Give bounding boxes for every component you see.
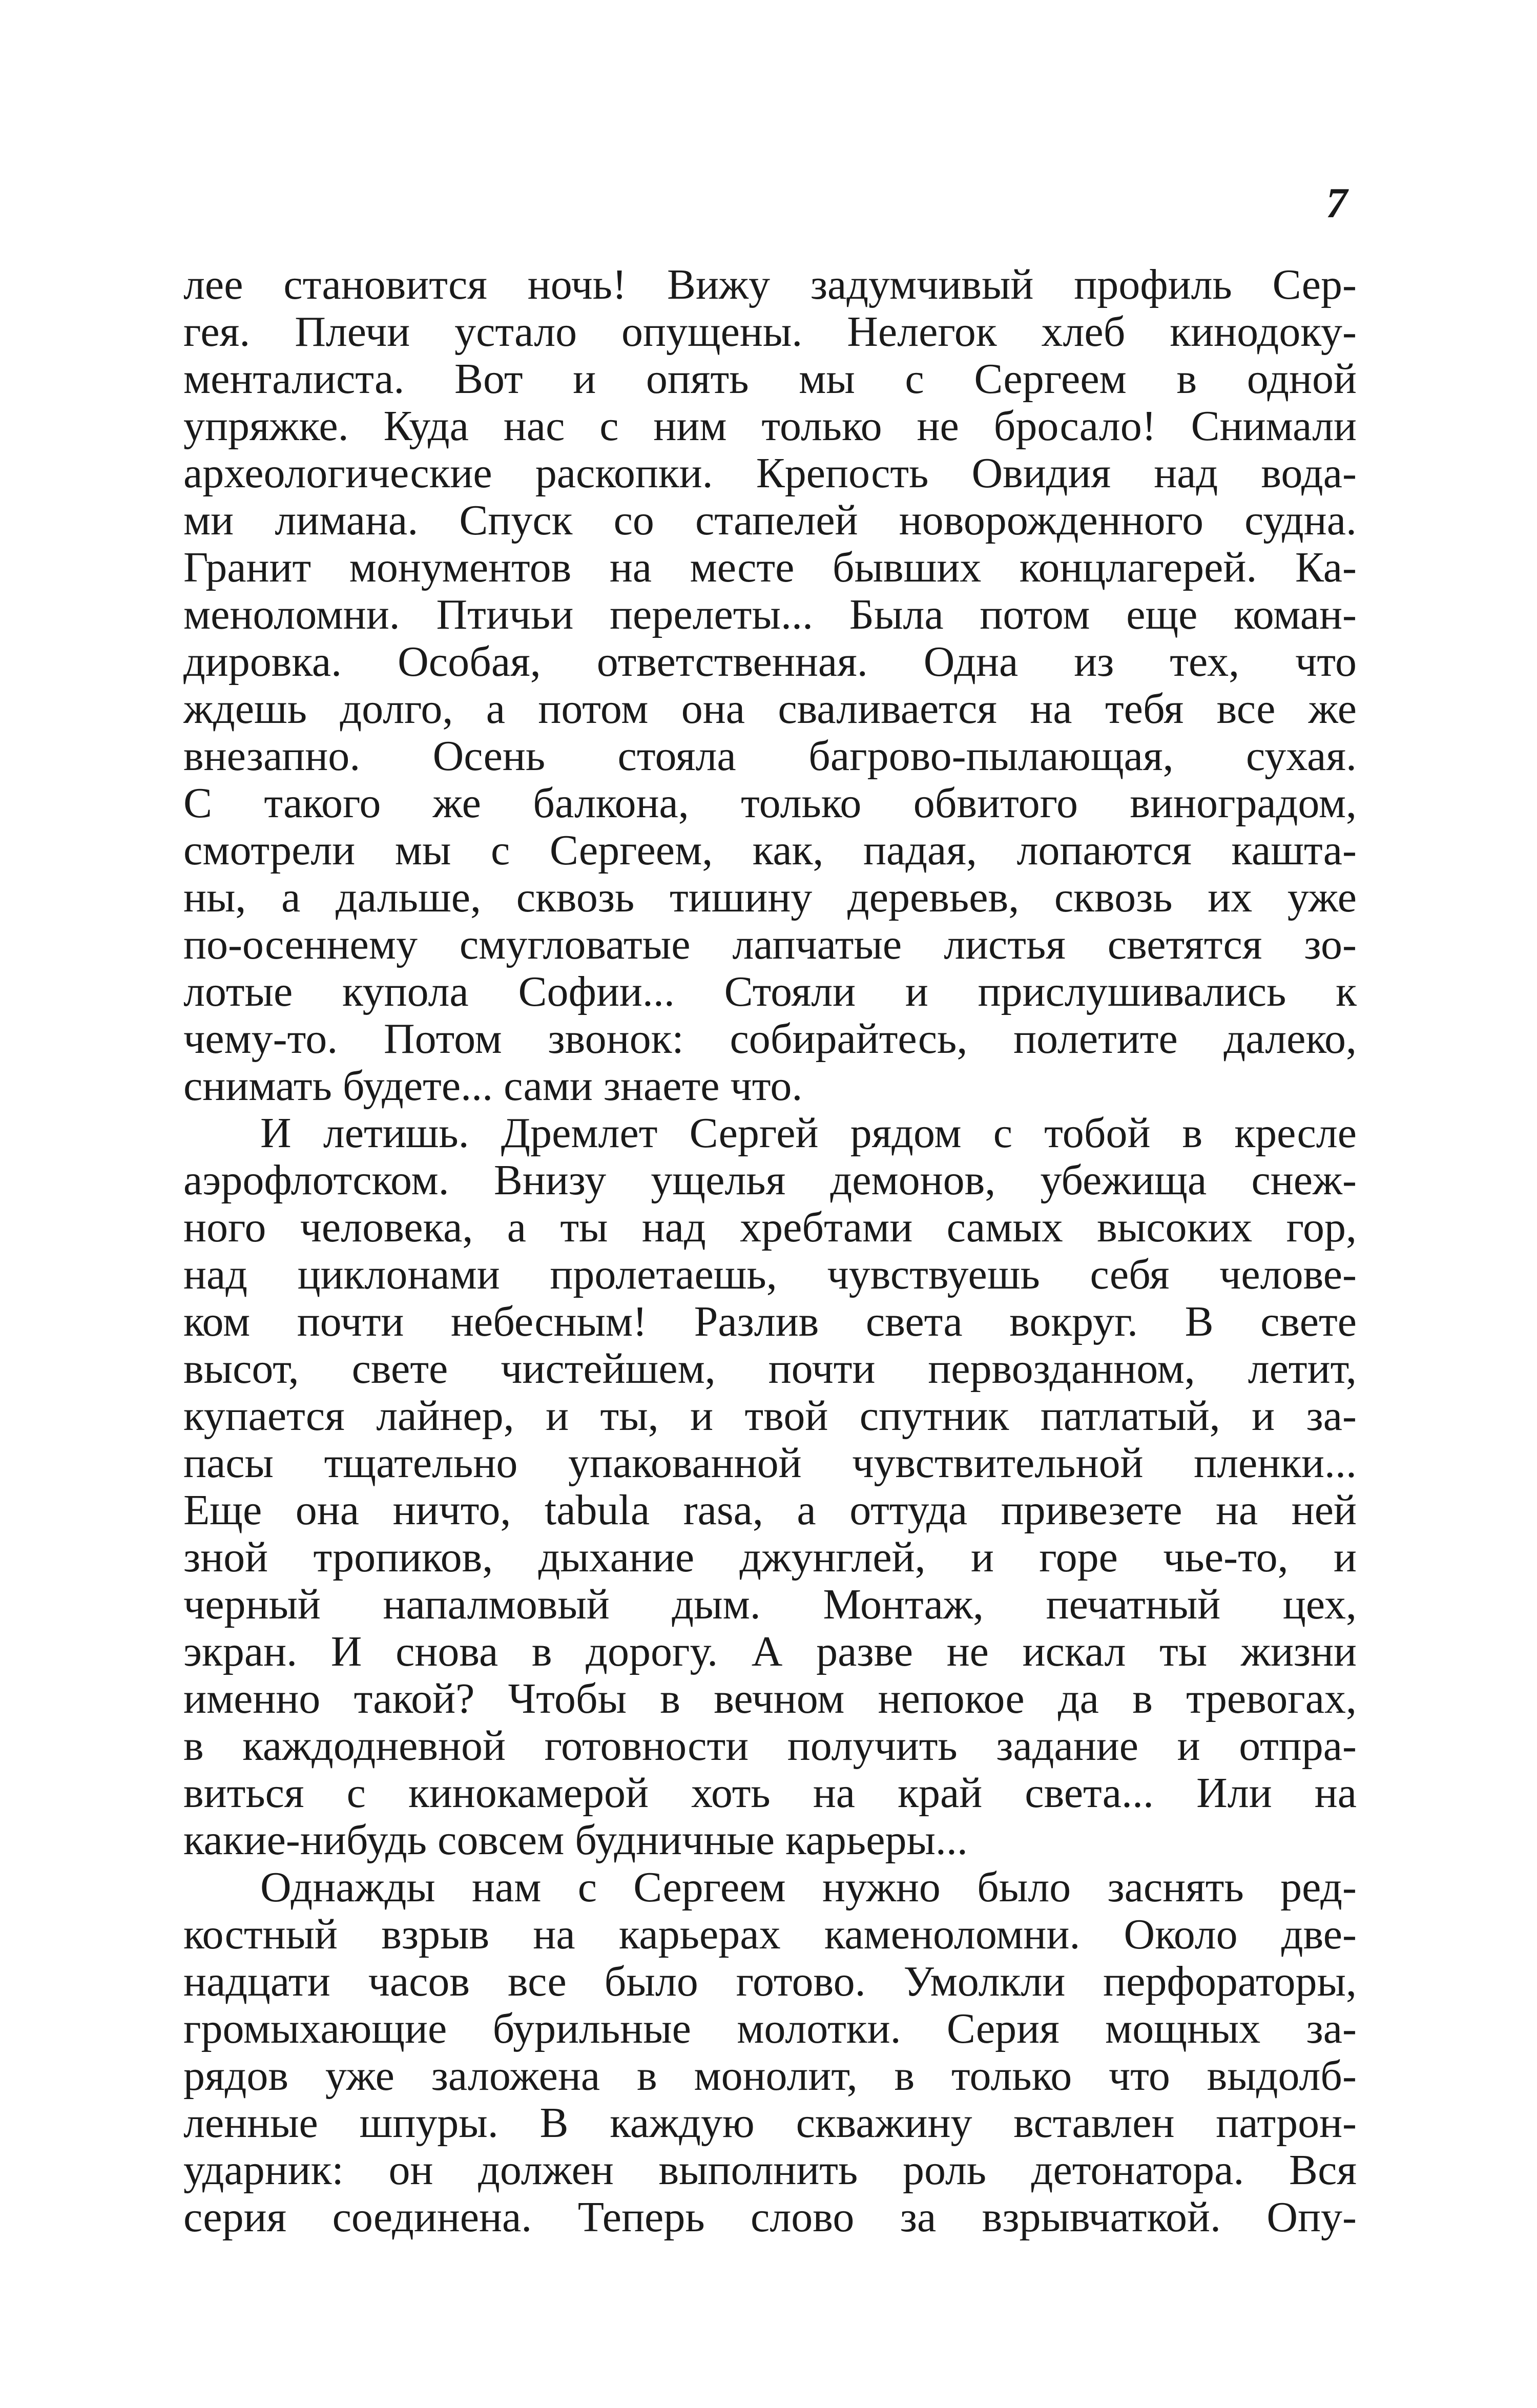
text-line: ного человека, а ты над хребтами самых высоких гор,	[183, 1204, 1357, 1251]
paragraph	[183, 261, 1357, 1110]
text-line: внезапно. Осень стояла багрово-пылающая, сухая.	[183, 733, 1357, 780]
text-line: аэрофлотском. Внизу ущелья демонов, убежища снеж-	[183, 1157, 1357, 1204]
text-line: ком почти небесным! Разлив света вокруг. В свете	[183, 1298, 1357, 1345]
text-line: серия соединена. Теперь слово за взрывчаткой. Опу-	[183, 2194, 1357, 2241]
page-number: 7	[1326, 179, 1347, 227]
text-line: лотые купола Софии... Стояли и прислушивались к	[183, 968, 1357, 1015]
text-line: И летишь. Дремлет Сергей рядом с тобой в кресле	[260, 1110, 1357, 1157]
text-line: снимать будете... сами знаете что.	[183, 1063, 803, 1110]
text-line: рядов уже заложена в монолит, в только что выдолб-	[183, 2052, 1357, 2100]
text-line: менталиста. Вот и опять мы с Сергеем в одной	[183, 356, 1357, 403]
text-line: пасы тщательно упакованной чувствительной пленки...	[183, 1440, 1357, 1487]
text-line: купается лайнер, и ты, и твой спутник патлатый, и за-	[183, 1393, 1357, 1440]
text-line: зной тропиков, дыхание джунглей, и горе чье-то, и	[183, 1534, 1357, 1581]
paragraph	[183, 1864, 1357, 2241]
paragraph	[183, 1110, 1357, 1864]
text-line: ми лимана. Спуск со стапелей новорожденного судна.	[183, 497, 1357, 544]
text-line: высот, свете чистейшем, почти первозданном, летит,	[183, 1345, 1357, 1393]
text-line: именно такой? Чтобы в вечном непокое да в тревогах,	[183, 1675, 1357, 1722]
text-line: упряжке. Куда нас с ним только не бросало! Снимали	[183, 403, 1357, 450]
text-line: в каждодневной готовности получить задание и отпра-	[183, 1722, 1357, 1770]
text-line: меноломни. Птичьи перелеты... Была потом еще коман-	[183, 591, 1357, 638]
text-line: надцати часов все было готово. Умолкли перфораторы,	[183, 1958, 1357, 2005]
text-line: смотрели мы с Сергеем, как, падая, лопаются кашта-	[183, 827, 1357, 874]
text-line: ны, а дальше, сквозь тишину деревьев, сквозь их уже	[183, 874, 1357, 921]
text-line: ленные шпуры. В каждую скважину вставлен патрон-	[183, 2100, 1357, 2147]
text-line: ждешь долго, а потом она сваливается на тебя все же	[183, 686, 1357, 733]
text-line: экран. И снова в дорогу. А разве не искал ты жизни	[183, 1628, 1357, 1675]
text-line: гея. Плечи устало опущены. Нелегок хлеб кинодоку-	[183, 308, 1357, 356]
text-line: археологические раскопки. Крепость Овидия над вода-	[183, 450, 1357, 497]
text-line: виться с кинокамерой хоть на край света... Или на	[183, 1770, 1357, 1817]
text-line: лее становится ночь! Вижу задумчивый профиль Сер-	[183, 261, 1357, 308]
text-line: над циклонами пролетаешь, чувствуешь себя челове-	[183, 1251, 1357, 1298]
text-line: черный напалмовый дым. Монтаж, печатный цех,	[183, 1581, 1357, 1628]
text-line: Еще она ничто, tabula rasa, а оттуда привезете на ней	[183, 1487, 1357, 1534]
text-line: по-осеннему смугловатые лапчатые листья светятся зо-	[183, 921, 1357, 968]
text-line: Гранит монументов на месте бывших концлагерей. Ка-	[183, 544, 1357, 591]
text-line: костный взрыв на карьерах каменоломни. Около две-	[183, 1911, 1357, 1958]
text-line: С такого же балкона, только обвитого виноградом,	[183, 780, 1357, 827]
text-line: дировка. Особая, ответственная. Одна из тех, что	[183, 638, 1357, 686]
text-line: громыхающие бурильные молотки. Серия мощных за-	[183, 2005, 1357, 2052]
text-line: какие-нибудь совсем будничные карьеры...	[183, 1817, 968, 1864]
text-line: чему-то. Потом звонок: собирайтесь, полетите далеко,	[183, 1015, 1357, 1063]
text-line: Однажды нам с Сергеем нужно было заснять ред-	[260, 1864, 1357, 1911]
text-line: ударник: он должен выполнить роль детонатора. Вся	[183, 2147, 1357, 2194]
body-text	[183, 261, 1357, 2241]
